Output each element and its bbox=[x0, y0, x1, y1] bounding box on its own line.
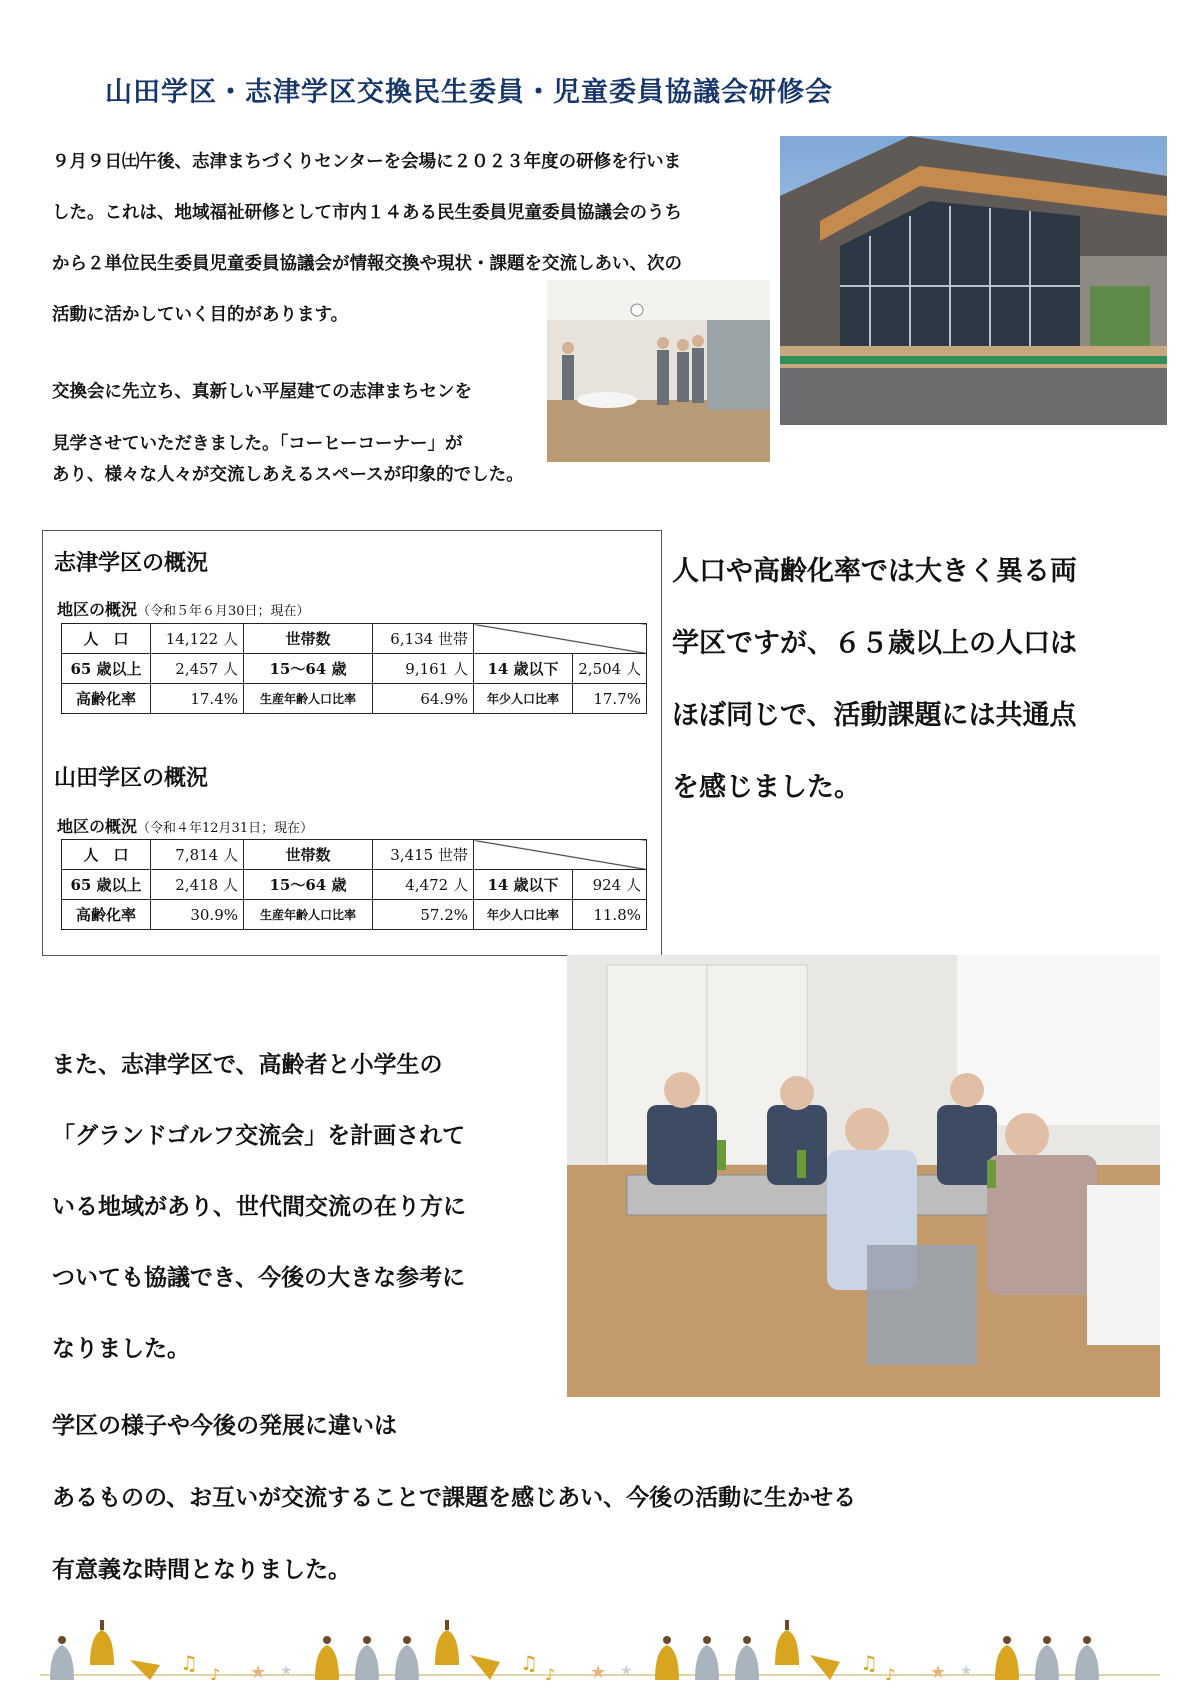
table-row bbox=[62, 840, 647, 870]
closing-line: 学区の様子や今後の発展に違いは bbox=[52, 1413, 397, 1439]
closing-paragraph bbox=[52, 1390, 1132, 1606]
table-row bbox=[62, 870, 647, 900]
table-cell: 924 人 bbox=[573, 870, 647, 900]
comparison-line: を感じました。 bbox=[672, 772, 861, 803]
visit-line: 見学させていただきました。「コーヒーコーナー」が bbox=[52, 434, 463, 454]
intro-line: 活動に活かしていく目的があります。 bbox=[52, 305, 349, 325]
golf-line: 「グランドゴルフ交流会」を計画されて bbox=[52, 1123, 466, 1149]
table-cell: 世帯数 bbox=[244, 840, 373, 870]
shizu-section-title: 志津学区の概況 bbox=[54, 550, 209, 576]
table-cell: 11.8% bbox=[573, 900, 647, 930]
table-cell: 30.9% bbox=[151, 900, 244, 930]
star-icon: ★ bbox=[590, 1662, 607, 1683]
golf-paragraph bbox=[52, 1030, 572, 1385]
table-cell: 65 歳以上 bbox=[62, 870, 151, 900]
star-icon: ★ bbox=[620, 1663, 633, 1679]
table-cell: 14 歳以下 bbox=[474, 654, 573, 684]
golf-line: なりました。 bbox=[52, 1336, 190, 1362]
table-cell: 7,814 人 bbox=[151, 840, 244, 870]
table-cell: 生産年齢人口比率 bbox=[244, 900, 373, 930]
table-cell: 17.7% bbox=[573, 684, 647, 714]
intro-line: から２単位民生委員児童委員協議会が情報交換や現状・課題を交流しあい、次の bbox=[52, 254, 682, 274]
golf-line: いる地域があり、世代間交流の在り方に bbox=[52, 1194, 466, 1220]
district-statistics-box bbox=[42, 530, 662, 956]
table-cell: 3,415 世帯 bbox=[373, 840, 474, 870]
page-title: 山田学区・志津学区交換民生委員・児童委員協議会研修会 bbox=[105, 77, 833, 108]
music-note-icon: ♪ bbox=[210, 1665, 221, 1684]
table-cell: 15～64 歳 bbox=[244, 654, 373, 684]
table-row bbox=[62, 900, 647, 930]
table-row bbox=[62, 624, 647, 654]
music-note-icon: ♫ bbox=[520, 1651, 538, 1675]
table-cell: 年少人口比率 bbox=[474, 684, 573, 714]
yamada-section-title: 山田学区の概況 bbox=[54, 765, 209, 791]
shizu-date-note: （令和５年６月30日；現在） bbox=[137, 604, 310, 619]
bell-decoration-border bbox=[40, 1620, 1160, 1690]
comparison-line: 人口や高齢化率では大きく異る両 bbox=[672, 556, 1077, 587]
comparison-line: ほぼ同じで、活動課題には共通点 bbox=[672, 700, 1077, 731]
table-cell: 世帯数 bbox=[244, 624, 373, 654]
table-cell: 生産年齢人口比率 bbox=[244, 684, 373, 714]
table-cell: 14,122 人 bbox=[151, 624, 244, 654]
table-cell: 年少人口比率 bbox=[474, 900, 573, 930]
table-cell: 2,504 人 bbox=[573, 654, 647, 684]
interior-visit-photo bbox=[547, 280, 770, 462]
yamada-date-note: （令和４年12月31日；現在） bbox=[137, 821, 314, 836]
table-cell bbox=[474, 624, 647, 654]
intro-line: した。これは、地域福祉研修として市内１４ある民生委員児童委員協議会のうち bbox=[52, 203, 682, 223]
music-note-icon: ♫ bbox=[180, 1651, 198, 1675]
yamada-sub-title-label: 地区の概況 bbox=[57, 817, 138, 836]
yamada-sub-title bbox=[57, 814, 313, 837]
music-note-icon: ♪ bbox=[885, 1665, 896, 1684]
shizu-sub-title-label: 地区の概況 bbox=[57, 600, 138, 619]
star-icon: ★ bbox=[250, 1662, 267, 1683]
golf-line: また、志津学区で、高齢者と小学生の bbox=[52, 1052, 443, 1078]
table-cell: 57.2% bbox=[373, 900, 474, 930]
table-cell: 人 口 bbox=[62, 840, 151, 870]
visit-paragraph bbox=[52, 366, 562, 470]
star-icon: ★ bbox=[280, 1663, 293, 1679]
table-cell: 人 口 bbox=[62, 624, 151, 654]
bell-icon bbox=[315, 1620, 500, 1680]
table-row bbox=[62, 654, 647, 684]
closing-line: あるものの、お互いが交流することで課題を感じあい、今後の活動に生かせる bbox=[52, 1485, 857, 1511]
table-cell: 17.4% bbox=[151, 684, 244, 714]
intro-line: ９月９日㈯午後、志津まちづくりセンターを会場に２０２３年度の研修を行いま bbox=[52, 152, 682, 172]
table-cell bbox=[474, 840, 647, 870]
comparison-line: 学区ですが、６５歳以上の人口は bbox=[672, 628, 1077, 659]
comparison-paragraph bbox=[672, 536, 1172, 824]
shizu-stats-table bbox=[61, 623, 647, 714]
table-cell: 9,161 人 bbox=[373, 654, 474, 684]
table-cell: 2,418 人 bbox=[151, 870, 244, 900]
table-cell: 64.9% bbox=[373, 684, 474, 714]
table-cell: 4,472 人 bbox=[373, 870, 474, 900]
table-cell: 65 歳以上 bbox=[62, 654, 151, 684]
star-icon: ★ bbox=[960, 1663, 973, 1679]
bell-icon bbox=[50, 1620, 160, 1680]
bell-icon bbox=[655, 1620, 840, 1680]
visit-last-line: あり、様々な人々が交流しあえるスペースが印象的でした。 bbox=[52, 465, 524, 485]
star-icon: ★ bbox=[930, 1662, 947, 1683]
table-cell: 高齢化率 bbox=[62, 900, 151, 930]
visit-line: 交換会に先立ち、真新しい平屋建ての志津まちセンを bbox=[52, 382, 472, 402]
bell-icon bbox=[995, 1636, 1099, 1680]
golf-line: ついても協議でき、今後の大きな参考に bbox=[52, 1265, 466, 1291]
table-cell: 14 歳以下 bbox=[474, 870, 573, 900]
shizu-sub-title bbox=[57, 597, 310, 620]
table-row bbox=[62, 684, 647, 714]
table-cell: 15～64 歳 bbox=[244, 870, 373, 900]
table-cell: 6,134 世帯 bbox=[373, 624, 474, 654]
table-cell: 2,457 人 bbox=[151, 654, 244, 684]
yamada-stats-table bbox=[61, 839, 647, 930]
table-cell: 高齢化率 bbox=[62, 684, 151, 714]
music-note-icon: ♪ bbox=[545, 1665, 556, 1684]
music-note-icon: ♫ bbox=[860, 1651, 878, 1675]
building-exterior-photo bbox=[780, 136, 1167, 425]
meeting-photo bbox=[567, 955, 1160, 1397]
closing-line: 有意義な時間となりました。 bbox=[52, 1557, 351, 1583]
